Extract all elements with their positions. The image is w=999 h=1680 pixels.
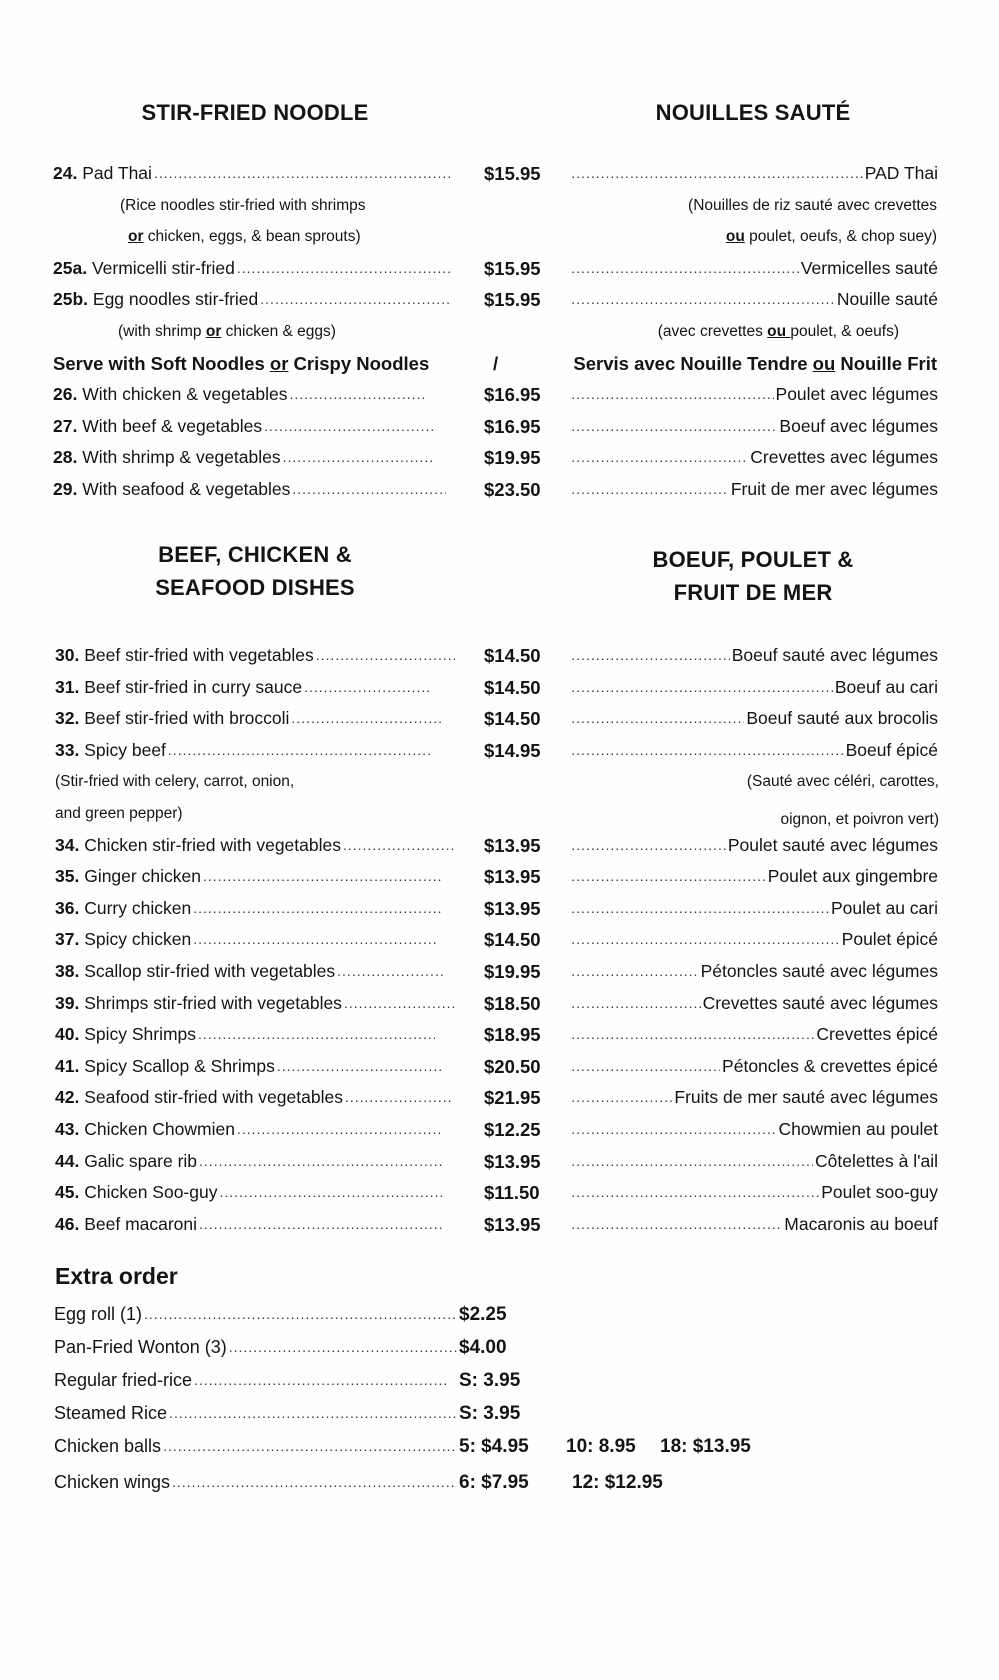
extra-item-name bbox=[54, 1466, 457, 1499]
item-name-text: With beef & vegetables bbox=[82, 415, 263, 436]
item-note bbox=[0, 766, 999, 798]
item-note-en bbox=[128, 221, 361, 253]
item-name-fr-text: Poulet épicé bbox=[841, 929, 938, 950]
serve-text: Serve with Soft Noodles bbox=[53, 352, 270, 374]
item-name-fr-text: Poulet soo-guy bbox=[821, 1182, 938, 1203]
item-name-fr-text: Poulet avec légumes bbox=[775, 384, 938, 405]
item-price: $16.95 bbox=[484, 415, 541, 437]
menu-item bbox=[0, 640, 999, 672]
item-name bbox=[55, 1177, 443, 1209]
extra-item-price: $2.25 bbox=[459, 1304, 507, 1325]
item-note bbox=[0, 190, 999, 222]
extra-item-price: $4.00 bbox=[459, 1337, 507, 1358]
menu-item bbox=[0, 411, 999, 443]
extra-item-name-text: Egg roll (1) bbox=[54, 1304, 143, 1324]
section-title-line: SEAFOOD DISHES bbox=[155, 575, 355, 600]
menu-item bbox=[0, 1019, 999, 1051]
item-name-fr-text: Fruits de mer sauté avec légumes bbox=[674, 1087, 938, 1108]
item-name-fr bbox=[572, 1114, 938, 1146]
extra-item-name bbox=[54, 1298, 457, 1331]
serve-text: Crispy Noodles bbox=[288, 352, 430, 374]
item-name-text: Beef stir-fried in curry sauce bbox=[84, 676, 303, 697]
item-name bbox=[53, 411, 433, 443]
item-name-fr bbox=[572, 284, 938, 316]
section-title-fr bbox=[618, 543, 888, 609]
serve-option-fr bbox=[573, 348, 937, 380]
item-name-text: Chicken stir-fried with vegetables bbox=[84, 834, 341, 855]
item-number: 28. bbox=[53, 447, 78, 468]
item-name bbox=[55, 988, 455, 1020]
note-emphasis: or bbox=[128, 228, 144, 246]
item-name-fr bbox=[572, 1177, 938, 1209]
item-price: $18.50 bbox=[484, 992, 541, 1014]
item-name bbox=[55, 1209, 443, 1241]
section-title-line: BEEF, CHICKEN & bbox=[158, 542, 352, 567]
menu-item bbox=[0, 988, 999, 1020]
item-name-text: With seafood & vegetables bbox=[82, 478, 291, 499]
item-name-text: Chicken Soo-guy bbox=[84, 1182, 218, 1203]
item-name bbox=[55, 703, 441, 735]
item-name-fr bbox=[572, 735, 938, 767]
menu-item bbox=[0, 253, 999, 285]
item-price: $13.95 bbox=[484, 834, 541, 856]
menu-item bbox=[0, 861, 999, 893]
item-name-fr bbox=[572, 1051, 938, 1083]
item-price: $14.50 bbox=[484, 645, 541, 666]
extra-item-price-medium: 10: 8.95 bbox=[566, 1436, 636, 1457]
item-name-fr bbox=[572, 1146, 938, 1178]
item-name bbox=[55, 672, 431, 704]
menu-item bbox=[0, 1051, 999, 1083]
menu-item bbox=[0, 158, 999, 190]
note-emphasis: ou bbox=[725, 228, 745, 246]
item-name bbox=[53, 474, 446, 506]
menu-item bbox=[0, 474, 999, 506]
serve-emphasis: ou bbox=[812, 352, 836, 374]
extra-item-name-text: Chicken balls bbox=[54, 1436, 162, 1456]
serve-text: Nouille Frit bbox=[835, 352, 937, 374]
dish-list bbox=[0, 640, 999, 1240]
item-name-fr bbox=[572, 1019, 938, 1051]
item-price: $14.50 bbox=[484, 929, 541, 951]
item-number: 36. bbox=[55, 897, 80, 918]
item-price: $14.95 bbox=[484, 739, 541, 761]
item-price: $13.95 bbox=[484, 897, 541, 919]
item-name-fr bbox=[572, 830, 938, 862]
serve-emphasis: or bbox=[269, 352, 289, 374]
item-name-fr-text: Boeuf avec légumes bbox=[779, 415, 938, 436]
item-name bbox=[55, 640, 455, 672]
item-name-text: Pad Thai bbox=[82, 163, 152, 183]
menu-item bbox=[0, 956, 999, 988]
menu-item bbox=[0, 830, 999, 862]
item-price: $19.95 bbox=[484, 447, 541, 469]
item-name-fr-text: Pétoncles sauté avec légumes bbox=[700, 960, 938, 981]
item-name-text: Beef stir-fried with broccoli bbox=[84, 708, 290, 729]
item-note-fr: oignon, et poivron vert) bbox=[780, 810, 939, 828]
extra-item-price: S: 3.95 bbox=[459, 1403, 521, 1424]
note-emphasis: or bbox=[205, 322, 222, 340]
note-text: poulet, oeufs, & chop suey) bbox=[744, 228, 937, 246]
extra-item-price: 5: $4.95 bbox=[459, 1436, 529, 1457]
item-name-text: Ginger chicken bbox=[84, 866, 201, 887]
item-number: 37. bbox=[55, 929, 80, 950]
extra-item-name bbox=[54, 1430, 457, 1463]
item-note-fr: (Sauté avec céléri, carottes, bbox=[746, 773, 939, 791]
menu-item bbox=[0, 1146, 999, 1178]
extra-order-title: Extra order bbox=[55, 1263, 178, 1289]
item-number: 43. bbox=[55, 1118, 80, 1139]
item-price: $15.95 bbox=[484, 289, 541, 311]
item-name-text: Beef stir-fried with vegetables bbox=[84, 645, 314, 665]
item-price: $19.95 bbox=[484, 960, 541, 982]
item-note-en: and green pepper) bbox=[55, 804, 183, 822]
item-name-fr-text: Boeuf au cari bbox=[834, 676, 938, 697]
item-name-fr-text: Chowmien au poulet bbox=[778, 1118, 938, 1139]
item-name-fr bbox=[572, 474, 938, 506]
section-title-fr bbox=[628, 96, 878, 129]
extra-item-name-text: Chicken wings bbox=[54, 1472, 171, 1492]
item-name-text: Curry chicken bbox=[84, 897, 192, 918]
item-number: 38. bbox=[55, 960, 80, 981]
item-name-text: Shrimps stir-fried with vegetables bbox=[84, 992, 342, 1013]
item-note-en: (Stir-fried with celery, carrot, onion, bbox=[55, 773, 295, 791]
item-number: 44. bbox=[55, 1150, 80, 1171]
item-name-text: Galic spare rib bbox=[84, 1150, 198, 1171]
item-name bbox=[53, 158, 451, 190]
section-title-line: NOUILLES SAUTÉ bbox=[655, 100, 851, 125]
item-name-text: Seafood stir-fried with vegetables bbox=[84, 1087, 343, 1108]
item-name-fr bbox=[572, 158, 938, 190]
item-name-fr bbox=[572, 861, 938, 893]
extra-item-name bbox=[54, 1397, 457, 1430]
item-price: $11.50 bbox=[484, 1182, 540, 1204]
item-name bbox=[55, 1019, 435, 1051]
item-note-en bbox=[118, 316, 336, 348]
menu-item bbox=[0, 1114, 999, 1146]
item-name bbox=[55, 1051, 441, 1083]
item-name-text: Spicy Scallop & Shrimps bbox=[84, 1055, 275, 1076]
item-price: $16.95 bbox=[484, 384, 541, 406]
item-price: $15.95 bbox=[484, 257, 541, 279]
section-title-en bbox=[130, 96, 380, 129]
extra-item-name bbox=[54, 1364, 448, 1397]
item-name bbox=[53, 284, 451, 316]
item-number: 35. bbox=[55, 866, 80, 887]
item-name-fr bbox=[572, 672, 938, 704]
note-emphasis: ou bbox=[767, 322, 791, 340]
item-name bbox=[55, 1146, 443, 1178]
menu-item bbox=[0, 1082, 999, 1114]
menu-item bbox=[0, 1177, 999, 1209]
item-number: 42. bbox=[55, 1087, 80, 1108]
divider-slash: / bbox=[493, 352, 499, 374]
item-name-fr-text: Boeuf sauté aux brocolis bbox=[746, 708, 938, 729]
item-name bbox=[55, 893, 443, 925]
item-name bbox=[55, 956, 445, 988]
item-number: 40. bbox=[55, 1024, 80, 1045]
item-name-fr-text: Crevettes épicé bbox=[816, 1024, 938, 1045]
item-note-en: (Rice noodles stir-fried with shrimps bbox=[120, 196, 366, 214]
menu-item bbox=[0, 924, 999, 956]
item-name-text: With chicken & vegetables bbox=[82, 384, 288, 405]
item-name-text: Chicken Chowmien bbox=[84, 1118, 235, 1139]
item-number: 29. bbox=[53, 478, 78, 499]
item-note-fr bbox=[658, 316, 899, 348]
item-name-text: Vermicelli stir-fried bbox=[91, 257, 235, 278]
item-note-fr: (Nouilles de riz sauté avec crevettes bbox=[688, 196, 937, 214]
item-name-fr bbox=[572, 1082, 938, 1114]
item-number: 27. bbox=[53, 415, 78, 436]
extra-item-name-text: Steamed Rice bbox=[54, 1403, 168, 1423]
item-number: 34. bbox=[55, 834, 80, 855]
note-text: (avec crevettes bbox=[657, 322, 768, 340]
menu-item bbox=[0, 893, 999, 925]
item-price: $15.95 bbox=[484, 163, 541, 184]
item-price: $14.50 bbox=[484, 676, 541, 698]
item-price: $13.95 bbox=[484, 866, 541, 888]
item-name-text: Spicy Shrimps bbox=[84, 1024, 197, 1045]
item-name-text: Spicy chicken bbox=[84, 929, 192, 950]
item-number: 31. bbox=[55, 676, 80, 697]
item-number: 33. bbox=[55, 739, 80, 760]
item-name-fr bbox=[572, 411, 938, 443]
item-number: 39. bbox=[55, 992, 80, 1013]
item-note bbox=[0, 316, 999, 348]
section-title-line: STIR-FRIED NOODLE bbox=[141, 100, 369, 125]
section-title-line: FRUIT DE MER bbox=[673, 580, 833, 605]
item-name-fr bbox=[572, 253, 938, 285]
menu-item bbox=[0, 703, 999, 735]
note-text: chicken, eggs, & bean sprouts) bbox=[143, 228, 361, 246]
item-number: 25b. bbox=[53, 289, 89, 310]
item-name bbox=[53, 379, 425, 411]
item-name bbox=[53, 442, 433, 474]
noodle-list bbox=[0, 158, 999, 506]
item-name-fr-text: Macaronis au boeuf bbox=[784, 1213, 938, 1234]
extra-item-price-large: 18: $13.95 bbox=[660, 1436, 751, 1457]
item-name-fr-text: Poulet aux gingembre bbox=[767, 866, 938, 887]
item-name-fr-text: Boeuf épicé bbox=[845, 739, 938, 760]
item-number: 41. bbox=[55, 1055, 80, 1076]
serve-option bbox=[0, 348, 999, 380]
item-name-fr bbox=[572, 379, 938, 411]
item-name bbox=[55, 1082, 451, 1114]
item-name-text: Egg noodles stir-fried bbox=[92, 289, 259, 310]
menu-item bbox=[0, 735, 999, 767]
item-price: $21.95 bbox=[484, 1087, 541, 1109]
extra-item-price-large: 12: $12.95 bbox=[572, 1472, 663, 1493]
section-title-en bbox=[130, 538, 380, 604]
item-name-fr-text: Fruit de mer avec légumes bbox=[730, 478, 938, 499]
note-text: (with shrimp bbox=[118, 322, 206, 340]
extra-item-name bbox=[54, 1331, 457, 1364]
item-name-fr bbox=[572, 956, 938, 988]
item-name bbox=[55, 735, 431, 767]
item-price: $14.50 bbox=[484, 708, 541, 730]
item-price: $13.95 bbox=[484, 1150, 541, 1172]
menu-item bbox=[0, 672, 999, 704]
item-number: 46. bbox=[55, 1213, 80, 1234]
item-name-fr bbox=[572, 442, 938, 474]
item-name-fr-text: PAD Thai bbox=[864, 163, 938, 183]
item-name-text: Spicy beef bbox=[84, 739, 166, 760]
item-note-fr bbox=[726, 221, 937, 253]
item-name-fr bbox=[572, 640, 938, 672]
item-price: $12.25 bbox=[484, 1118, 541, 1140]
extra-item-price: S: 3.95 bbox=[459, 1370, 521, 1391]
item-name-fr-text: Boeuf sauté avec légumes bbox=[731, 645, 938, 665]
menu-item bbox=[0, 1209, 999, 1241]
item-name bbox=[55, 830, 455, 862]
item-name bbox=[55, 1114, 443, 1146]
extra-item-name-text: Pan-Fried Wonton (3) bbox=[54, 1337, 227, 1357]
item-price: $18.95 bbox=[484, 1024, 541, 1046]
item-number: 32. bbox=[55, 708, 80, 729]
item-note bbox=[0, 798, 999, 830]
item-name-fr bbox=[572, 1209, 938, 1241]
item-name-fr-text: Nouille sauté bbox=[836, 289, 938, 310]
item-name-fr bbox=[572, 924, 938, 956]
item-name-fr-text: Poulet au cari bbox=[830, 897, 938, 918]
item-price: $23.50 bbox=[484, 478, 541, 500]
item-name bbox=[53, 253, 451, 285]
item-price: $20.50 bbox=[484, 1055, 541, 1077]
item-number: 26. bbox=[53, 384, 78, 405]
item-number: 25a. bbox=[53, 257, 88, 278]
item-name-fr-text: Vermicelles sauté bbox=[800, 257, 938, 278]
item-name-fr bbox=[572, 703, 938, 735]
extra-item-name-text: Regular fried-rice bbox=[54, 1370, 193, 1390]
note-text: chicken & eggs) bbox=[221, 322, 336, 340]
note-text: poulet, & oeufs) bbox=[790, 322, 899, 340]
item-name-fr-text: Crevettes avec légumes bbox=[750, 447, 938, 468]
item-name-text: Scallop stir-fried with vegetables bbox=[84, 960, 336, 981]
item-price: $13.95 bbox=[484, 1213, 541, 1235]
item-name-fr bbox=[572, 988, 938, 1020]
item-name-fr-text: Côtelettes à l'ail bbox=[815, 1150, 938, 1171]
item-note bbox=[0, 221, 999, 253]
menu-item bbox=[0, 379, 999, 411]
extra-item-price: 6: $7.95 bbox=[459, 1472, 529, 1493]
item-number: 24. bbox=[53, 163, 78, 183]
item-name bbox=[55, 861, 443, 893]
item-name-fr-text: Pétoncles & crevettes épicé bbox=[722, 1055, 938, 1076]
item-name-text: Beef macaroni bbox=[84, 1213, 198, 1234]
serve-text: Servis avec Nouille Tendre bbox=[573, 352, 813, 374]
serve-option-en bbox=[53, 348, 429, 380]
item-name-text: With shrimp & vegetables bbox=[82, 447, 281, 468]
menu-item bbox=[0, 442, 999, 474]
item-name-fr-text: Poulet sauté avec légumes bbox=[727, 834, 938, 855]
item-name-fr bbox=[572, 893, 938, 925]
item-number: 45. bbox=[55, 1182, 80, 1203]
menu-item bbox=[0, 284, 999, 316]
item-name bbox=[55, 924, 437, 956]
item-number: 30. bbox=[55, 645, 80, 665]
section-title-line: BOEUF, POULET & bbox=[652, 547, 854, 572]
item-name-fr-text: Crevettes sauté avec légumes bbox=[702, 992, 938, 1013]
